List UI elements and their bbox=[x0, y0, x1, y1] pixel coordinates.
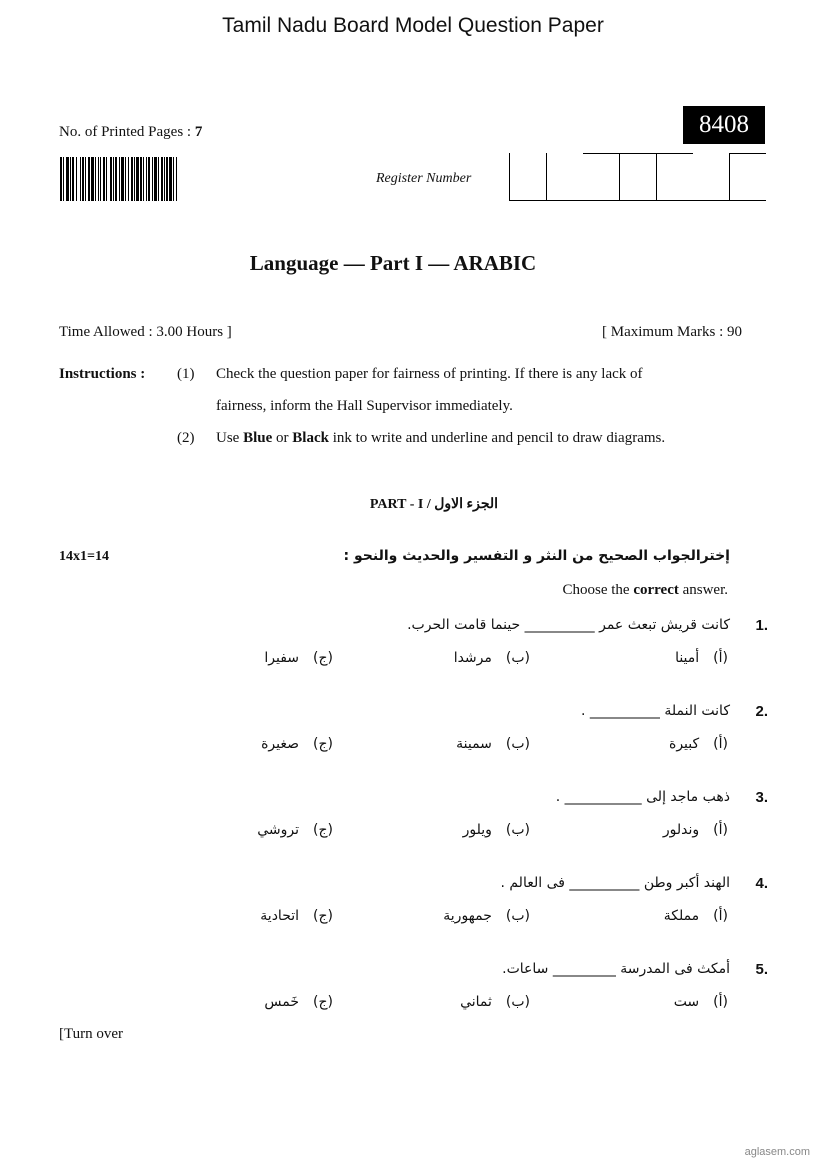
answer-option bbox=[460, 994, 530, 1010]
option-text: كبيرة bbox=[668, 736, 700, 752]
option-text: أمينا bbox=[675, 650, 700, 666]
paper-code: 8408 bbox=[683, 106, 765, 144]
option-text: ويلور bbox=[462, 822, 492, 838]
instruction-number: (1) bbox=[177, 366, 195, 382]
answer-option bbox=[664, 908, 728, 924]
answer-option bbox=[675, 650, 728, 666]
answer-option bbox=[261, 736, 333, 752]
answer-option bbox=[454, 650, 530, 666]
text: ink to write and underline and pencil to draw diagrams. bbox=[328, 430, 666, 446]
answer-option bbox=[463, 822, 530, 838]
barcode-bar bbox=[177, 157, 179, 201]
instruction-number: (2) bbox=[177, 430, 195, 446]
text: Black bbox=[292, 430, 329, 446]
question-text: كانت قريش تبعث عمر __________ حينما قامت الحرب. bbox=[407, 617, 730, 633]
answer-option bbox=[663, 822, 728, 838]
register-number-label: Register Number bbox=[376, 171, 472, 186]
instructions-label: Instructions : bbox=[59, 366, 146, 382]
arabic-instruction: إخترالجواب الصحيح من النثر و التفسير والحديث والنحو : bbox=[343, 548, 730, 564]
text: correct bbox=[633, 582, 679, 598]
option-label: (ب) bbox=[505, 650, 530, 666]
option-text: ست bbox=[673, 994, 700, 1010]
option-text: سمينة bbox=[456, 736, 492, 752]
instruction-text: fairness, inform the Hall Supervisor immediately. bbox=[216, 398, 513, 414]
question-text: ذهب ماجد إلى ___________ . bbox=[555, 789, 730, 805]
question-text: أمكث فى المدرسة _________ ساعات. bbox=[502, 961, 730, 977]
mark-scheme: 14x1=14 bbox=[59, 549, 109, 564]
turn-over: [Turn over bbox=[59, 1026, 124, 1042]
english-instruction bbox=[563, 582, 729, 599]
instruction-text bbox=[216, 430, 665, 447]
text: Use bbox=[216, 430, 244, 446]
question-number: 2. bbox=[755, 703, 768, 720]
text: Blue bbox=[243, 430, 273, 446]
option-text: مملكة bbox=[663, 908, 700, 924]
answer-option bbox=[674, 994, 728, 1010]
instruction-text: Check the question paper for fairness of printing. If there is any lack of bbox=[216, 366, 643, 382]
text: answer. bbox=[678, 582, 728, 598]
question-text: الهند أكبر وطن __________ فى العالم . bbox=[500, 875, 730, 891]
answer-option bbox=[443, 908, 530, 924]
printed-pages-label: No. of Printed Pages : bbox=[59, 124, 195, 140]
page-banner: Tamil Nadu Board Model Question Paper bbox=[222, 14, 604, 37]
option-label: (أ) bbox=[713, 736, 728, 752]
question-number: 4. bbox=[755, 875, 768, 892]
maximum-marks: [ Maximum Marks : 90 bbox=[602, 324, 742, 340]
paper-title: Language — Part I — ARABIC bbox=[249, 251, 537, 275]
answer-option bbox=[264, 650, 333, 666]
option-label: (ج) bbox=[313, 908, 333, 924]
option-label: (ب) bbox=[505, 822, 530, 838]
time-allowed: Time Allowed : 3.00 Hours ] bbox=[59, 324, 232, 340]
text: Choose the bbox=[562, 582, 634, 598]
footer-watermark: aglasem.com bbox=[744, 1146, 810, 1158]
printed-pages bbox=[59, 124, 202, 141]
option-label: (أ) bbox=[713, 650, 728, 666]
question-number: 5. bbox=[755, 961, 768, 978]
printed-pages-value: 7 bbox=[194, 124, 203, 140]
option-text: سفيرا bbox=[264, 650, 300, 666]
option-text: وندلور bbox=[662, 822, 700, 838]
text: or bbox=[272, 430, 293, 446]
option-text: مرشدا bbox=[453, 650, 492, 666]
part-heading: PART - I / الجزء الاول bbox=[369, 497, 499, 512]
question-text: كانت النملة __________ . bbox=[581, 703, 730, 719]
option-text: تروشي bbox=[257, 822, 300, 838]
option-text: ثماني bbox=[460, 994, 492, 1010]
option-label: (أ) bbox=[713, 994, 728, 1010]
option-label: (أ) bbox=[713, 822, 728, 838]
answer-option bbox=[456, 736, 530, 752]
answer-option bbox=[260, 908, 333, 924]
option-text: اتحادية bbox=[260, 908, 300, 924]
answer-option bbox=[669, 736, 728, 752]
option-text: جمهورية bbox=[443, 908, 492, 924]
option-label: (ج) bbox=[313, 994, 333, 1010]
answer-option bbox=[264, 994, 333, 1010]
question-number: 1. bbox=[755, 617, 768, 634]
option-text: خَمس bbox=[264, 994, 300, 1010]
option-label: (ج) bbox=[313, 822, 333, 838]
option-text: صغيرة bbox=[261, 736, 300, 752]
option-label: (ج) bbox=[313, 650, 333, 666]
barcode bbox=[60, 157, 278, 201]
option-label: (ب) bbox=[505, 736, 530, 752]
answer-option bbox=[257, 822, 333, 838]
option-label: (أ) bbox=[713, 908, 728, 924]
option-label: (ب) bbox=[505, 994, 530, 1010]
option-label: (ب) bbox=[505, 908, 530, 924]
option-label: (ج) bbox=[313, 736, 333, 752]
question-number: 3. bbox=[755, 789, 768, 806]
